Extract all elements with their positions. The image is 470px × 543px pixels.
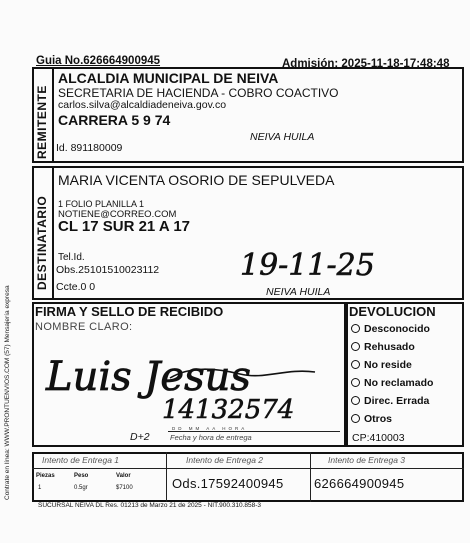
devolucion-option[interactable]: Rehusado bbox=[351, 341, 415, 353]
d2-label: D+2 bbox=[130, 431, 150, 443]
handwritten-date bbox=[236, 245, 386, 281]
destinatario-name: MARIA VICENTA OSORIO DE SEPULVEDA bbox=[58, 172, 335, 188]
svg-text:19-11-25: 19-11-25 bbox=[240, 248, 375, 281]
entrega-divider bbox=[166, 452, 167, 502]
valor-value: $7100 bbox=[116, 485, 133, 491]
devolucion-option[interactable]: No reside bbox=[351, 359, 412, 371]
intento-3-label: Intento de Entrega 3 bbox=[328, 455, 406, 465]
devolucion-cp: CP:410003 bbox=[352, 432, 405, 444]
entrega-divider bbox=[310, 452, 311, 502]
radio-icon bbox=[351, 360, 360, 369]
guia-number: Guia No.626664900945 bbox=[36, 55, 161, 67]
destinatario-folio: 1 FOLIO PLANILLA 1 bbox=[58, 199, 145, 209]
destinatario-obs: Obs.25101510023112 bbox=[56, 264, 160, 276]
radio-icon bbox=[351, 378, 360, 387]
handwritten-signature bbox=[40, 338, 330, 426]
piezas-value: 1 bbox=[38, 485, 42, 491]
ods-number: Ods.17592400945 bbox=[172, 476, 284, 491]
devolucion-option[interactable]: No reclamado bbox=[351, 377, 433, 389]
devolucion-title: DEVOLUCION bbox=[349, 304, 436, 319]
remitente-label: REMITENTE bbox=[35, 85, 49, 159]
devolucion-option[interactable]: Direc. Errada bbox=[351, 395, 429, 407]
nombre-claro-label: NOMBRE CLARO: bbox=[35, 321, 133, 333]
peso-label: Peso bbox=[74, 473, 89, 479]
footer-text: SUCURSAL NEIVA DL Res. 01213 de Marzo 21 de 2025 - NIT.900.310.858-3 bbox=[38, 502, 262, 509]
destinatario-address: CL 17 SUR 21 A 17 bbox=[58, 218, 191, 235]
intento-2-label: Intento de Entrega 2 bbox=[186, 455, 264, 465]
signature-name: Luis Jesus bbox=[46, 354, 251, 400]
devolucion-option[interactable]: Otros bbox=[351, 413, 392, 425]
remitente-address: CARRERA 5 9 74 bbox=[58, 112, 171, 128]
side-company-text: Contrate en línea: WWW.PRONTUENVIOS.COM (57) Mensajería expresa bbox=[4, 285, 11, 500]
remitente-divider bbox=[52, 67, 54, 163]
radio-icon bbox=[351, 414, 360, 423]
remitente-department: SECRETARIA DE HACIENDA - COBRO COACTIVO bbox=[58, 86, 339, 100]
valor-label: Valor bbox=[116, 473, 131, 479]
remitente-email: carlos.silva@alcaldiadeneiva.gov.co bbox=[58, 99, 227, 111]
remitente-city: NEIVA HUILA bbox=[250, 131, 315, 143]
intento-1-label: Intento de Entrega 1 bbox=[42, 455, 120, 465]
radio-icon bbox=[351, 396, 360, 405]
entrega-header-line bbox=[32, 468, 464, 469]
devolucion-option[interactable]: Desconocido bbox=[351, 323, 430, 335]
remitente-name: ALCALDIA MUNICIPAL DE NEIVA bbox=[58, 70, 279, 86]
destinatario-email: NOTIENE@CORREO.COM bbox=[58, 209, 177, 220]
radio-icon bbox=[351, 342, 360, 351]
firma-title: FIRMA Y SELLO DE RECIBIDO bbox=[35, 304, 224, 319]
destinatario-city: NEIVA HUILA bbox=[266, 286, 331, 298]
peso-value: 0.5gr bbox=[74, 485, 88, 491]
guia-number-bottom: 626664900945 bbox=[314, 476, 405, 491]
radio-icon bbox=[351, 324, 360, 333]
remitente-id: Id. 891180009 bbox=[56, 142, 123, 154]
admision-timestamp: Admisión: 2025-11-18-17:48:48 bbox=[282, 58, 450, 70]
destinatario-tel: Tel.Id. bbox=[58, 252, 85, 263]
fecha-hora-label: Fecha y hora de entrega bbox=[170, 433, 252, 442]
destinatario-label: DESTINATARIO bbox=[35, 195, 49, 290]
destinatario-divider bbox=[52, 166, 54, 300]
piezas-label: Piezas bbox=[36, 473, 55, 479]
fecha-line bbox=[168, 431, 340, 432]
date-fields-label: DD MM AA HORA bbox=[172, 426, 248, 431]
destinatario-ccte: Ccte.0 0 bbox=[56, 281, 96, 293]
signature-number: 14132574 bbox=[162, 395, 295, 425]
